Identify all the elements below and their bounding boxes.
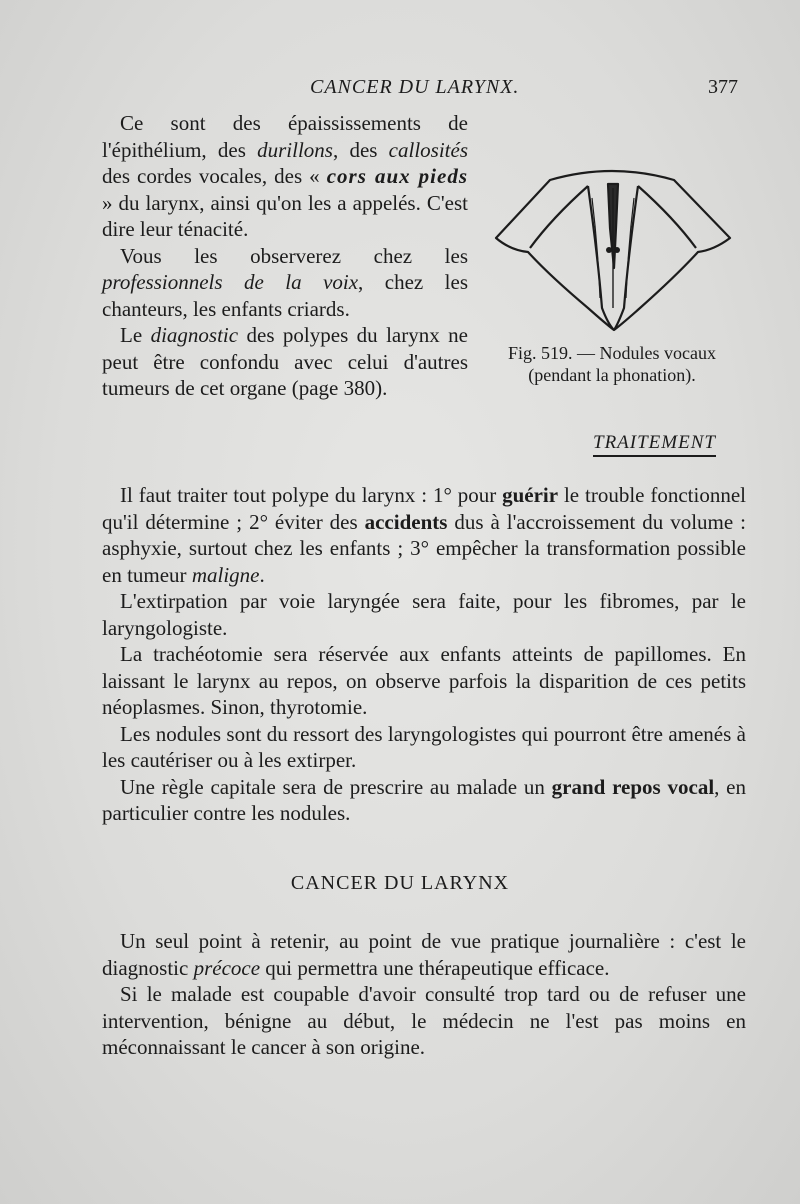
cancer-text <box>102 928 746 1061</box>
running-title: CANCER DU LARYNX. <box>310 76 520 98</box>
nodule-left-marker <box>606 247 612 253</box>
text-run: des cordes vocales, des « <box>102 164 327 188</box>
bold-term: guérir <box>502 483 559 507</box>
emphasis: callosités <box>388 137 468 162</box>
text-run: Le <box>120 323 151 347</box>
text-run: Un seul point à retenir, au point de vue pratique journalière : c'est le diagnostic <box>102 929 746 980</box>
emphasis: professionnels de la voix <box>102 270 359 294</box>
traitement-paragraph-2: L'extirpation par voie laryngée sera faite, pour les fibromes, par le laryngologiste. <box>102 589 746 640</box>
traitement-text <box>102 482 746 827</box>
figure-caption-line-1: Fig. 519. — Nodules vocaux <box>508 343 716 363</box>
running-head <box>0 76 800 106</box>
nodule-right-marker <box>614 247 620 253</box>
figure-caption <box>478 342 746 386</box>
figure-caption-line-2: (pendant la phonation). <box>528 365 696 385</box>
text-run: , chez les chanteurs, les enfants criards. <box>102 270 468 321</box>
text-run: Il faut traiter tout polype du larynx : 1° pour <box>120 483 503 507</box>
bold-term: accidents <box>364 509 448 534</box>
traitement-paragraph-5 <box>102 774 746 827</box>
bold-term: grand repos vocal <box>551 774 715 799</box>
text-run: Ce sont des épaississements de l'épithélium, des <box>102 111 468 162</box>
emphasis: diagnostic <box>150 323 239 347</box>
intro-text <box>102 110 746 438</box>
page-number: 377 <box>708 76 738 98</box>
figure <box>478 152 746 438</box>
section-heading-traitement: TRAITEMENT <box>593 432 716 457</box>
traitement-paragraph-3: La trachéotomie sera réservée aux enfants atteints de papillomes. En laissant le larynx au repos, on observe parfois la disparition de ces petits néoplasmes. Sinon, thyrotomie. <box>102 642 746 719</box>
text-run: dus à l'accroissement du volume : asphyxie, surtout chez les enfants ; 3° empêcher la transformation possible en tumeur <box>102 509 746 587</box>
text-run: qui permettra une thérapeutique efficace. <box>260 955 610 980</box>
cancer-paragraph-1 <box>102 928 746 981</box>
text-run: . <box>259 562 265 587</box>
section-heading-cancer: CANCER DU LARYNX <box>290 872 510 894</box>
emphasis: maligne <box>191 562 260 587</box>
text-run: le trouble fonctionnel qu'il détermine ; 2° éviter des <box>102 483 746 534</box>
text-run: , en particulier contre les nodules. <box>102 774 746 825</box>
emphasis: durillons <box>257 137 333 162</box>
cancer-paragraph-2: Si le malade est coupable d'avoir consulté trop tard ou de refuser une intervention, bénigne au début, le médecin ne l'est pas moins en méconnaissant le cancer à son origine. <box>102 982 746 1059</box>
emphasis: précoce <box>193 955 261 980</box>
text-run: , des <box>332 137 389 162</box>
text-run: » du larynx, ainsi qu'on les a appelés. C'est dire leur ténacité. <box>102 190 468 241</box>
text-run: Vous les observerez chez les <box>120 243 468 268</box>
emphasis-bold: cors aux pieds <box>326 164 468 188</box>
traitement-paragraph-1 <box>102 482 746 588</box>
vocal-nodules-illustration <box>490 158 734 338</box>
traitement-paragraph-4: Les nodules sont du ressort des laryngologistes qui pourront être amenés à les cautériser ou à les extirper. <box>102 721 746 772</box>
text-run: Une règle capitale sera de prescrire au malade un <box>120 774 552 799</box>
text-run: des polypes du larynx ne peut être confondu avec celui d'autres tumeurs de cet organe (page 380). <box>102 323 468 400</box>
